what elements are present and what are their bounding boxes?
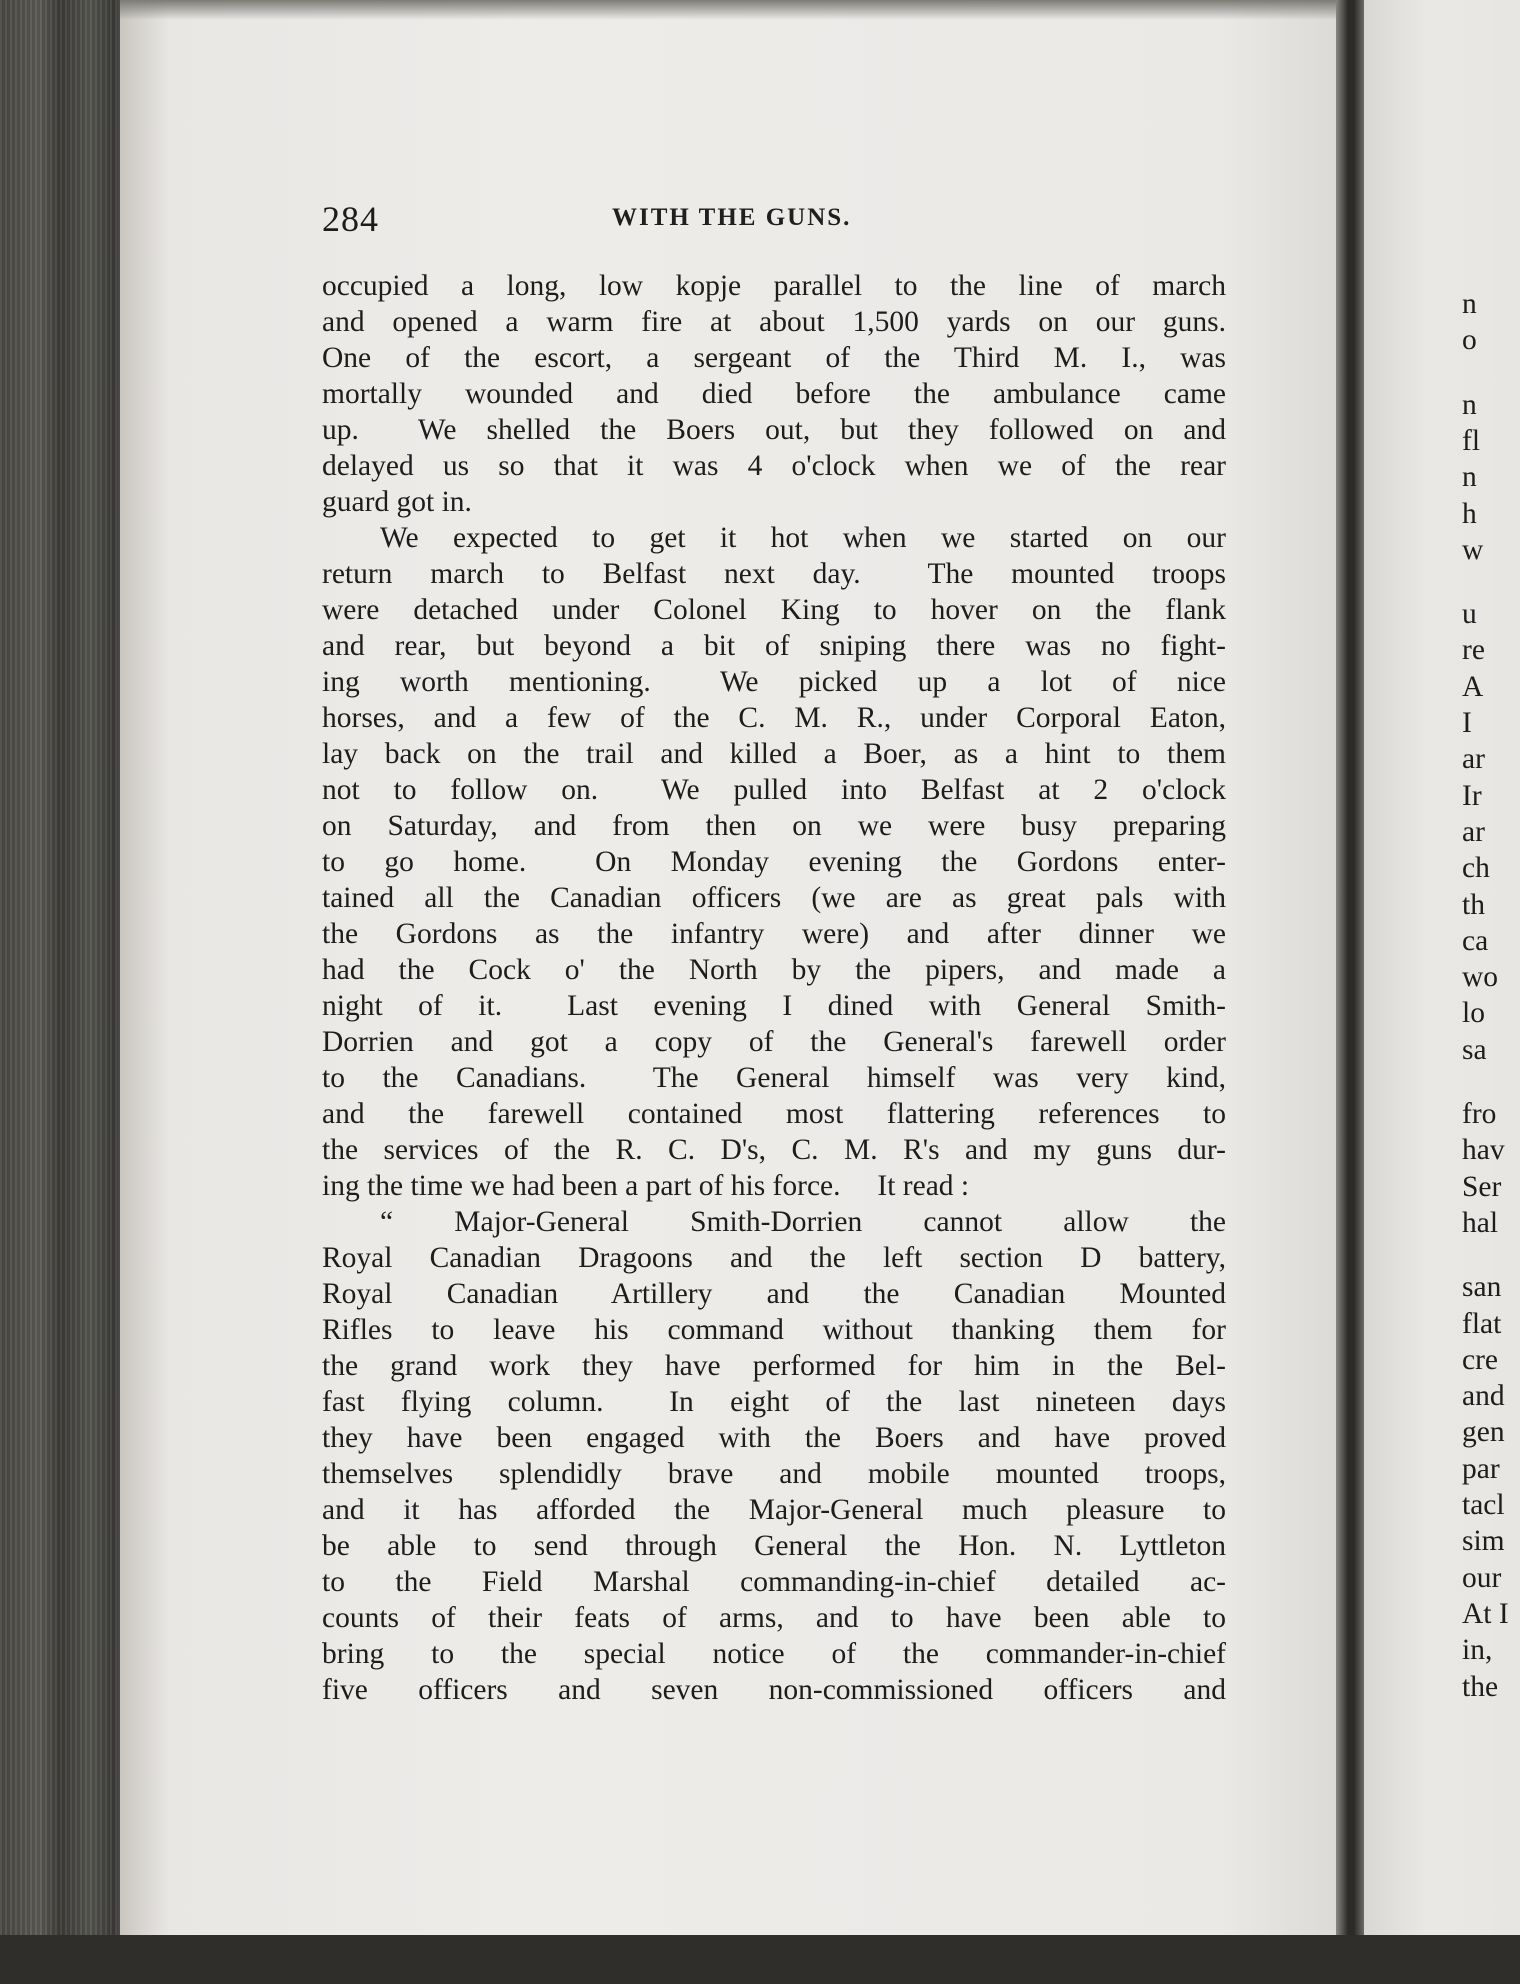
text-line: not to follow on. We pulled into Belfast at 2 o'clock: [322, 774, 1226, 806]
facing-page-fragment: I: [1462, 707, 1472, 739]
text-line: ing worth mentioning. We picked up a lot of nice: [322, 666, 1226, 698]
text-line: to go home. On Monday evening the Gordons enter-: [322, 846, 1226, 878]
text-line: fast flying column. In eight of the last nineteen days: [322, 1386, 1226, 1418]
facing-page-fragment: A: [1462, 670, 1484, 703]
facing-page-fragment: our: [1462, 1561, 1502, 1594]
facing-page-fragment: u: [1462, 598, 1477, 631]
text-line: delayed us so that it was 4 o'clock when we of the rear: [322, 450, 1226, 482]
text-line: guard got in.: [322, 486, 472, 518]
facing-page-fragment: n: [1462, 388, 1477, 421]
text-line: We expected to get it hot when we started on our: [380, 522, 1226, 554]
text-line: Dorrien and got a copy of the General's farewell order: [322, 1026, 1226, 1058]
facing-page-fragment: fl: [1462, 424, 1481, 457]
text-line: and the farewell contained most flattering references to: [322, 1098, 1226, 1130]
text-line: and rear, but beyond a bit of sniping there was no fight-: [322, 630, 1226, 662]
facing-page-text-fragments: [1462, 0, 1520, 1935]
text-line: were detached under Colonel King to hover on the flank: [322, 594, 1226, 626]
text-line: the grand work they have performed for him in the Bel-: [322, 1350, 1226, 1382]
text-line: they have been engaged with the Boers and have proved: [322, 1422, 1226, 1454]
facing-page-fragment: n: [1462, 288, 1477, 320]
text-line: lay back on the trail and killed a Boer, as a hint to them: [322, 738, 1226, 770]
text-line: “ Major-General Smith-Dorrien cannot allow the: [380, 1206, 1226, 1238]
text-line: to the Field Marshal commanding-in-chief detailed ac-: [322, 1566, 1226, 1598]
facing-page-fragment: w: [1462, 533, 1484, 566]
text-line: One of the escort, a sergeant of the Third M. I., was: [322, 342, 1226, 374]
page-number: 284: [322, 199, 379, 239]
running-head: WITH THE GUNS.: [612, 204, 852, 231]
facing-page-fragment: ca: [1462, 924, 1489, 957]
facing-page-fragment: Ser: [1462, 1170, 1502, 1203]
text-line: up. We shelled the Boers out, but they followed on and: [322, 414, 1226, 446]
facing-page-fragment: n: [1462, 461, 1477, 494]
facing-page-fragment: lo: [1462, 997, 1485, 1030]
facing-page-fragment: wo: [1462, 961, 1499, 994]
text-line: night of it. Last evening I dined with General Smith-: [322, 990, 1226, 1022]
facing-page-fragment: flat: [1462, 1307, 1502, 1340]
text-line: occupied a long, low kopje parallel to the line of march: [322, 270, 1226, 302]
text-line: Royal Canadian Dragoons and the left section D battery,: [322, 1242, 1226, 1274]
facing-page-fragment: hal: [1462, 1206, 1499, 1239]
text-line: ing the time we had been a part of his force. It read :: [322, 1170, 970, 1202]
page-header: [322, 198, 1222, 238]
facing-page-fragment: san: [1462, 1271, 1502, 1304]
facing-page-fragment: At I: [1462, 1597, 1509, 1630]
text-line: themselves splendidly brave and mobile mounted troops,: [322, 1458, 1226, 1490]
facing-page-fragment: par: [1462, 1452, 1500, 1485]
facing-page-fragment: tacl: [1462, 1489, 1505, 1521]
facing-page-fragment: in,: [1462, 1634, 1493, 1667]
bottom-border: [0, 1935, 1520, 1984]
text-line: bring to the special notice of the commander-in-chief: [322, 1638, 1226, 1670]
facing-page-fragment: hav: [1462, 1134, 1505, 1167]
text-line: had the Cock o' the North by the pipers, and made a: [322, 954, 1226, 986]
text-line: horses, and a few of the C. M. R., under Corporal Eaton,: [322, 702, 1226, 734]
page-top-shadow: [120, 0, 1340, 20]
facing-page-fragment: sim: [1462, 1525, 1505, 1558]
facing-page-fragment: sa: [1462, 1033, 1487, 1066]
text-line: and opened a warm fire at about 1,500 yards on our guns.: [322, 306, 1226, 338]
text-line: counts of their feats of arms, and to have been able to: [322, 1602, 1226, 1634]
facing-page-fragment: Ir: [1462, 779, 1482, 812]
text-line: the services of the R. C. D's, C. M. R's and my guns dur-: [322, 1134, 1226, 1166]
facing-page-fragment: ar: [1462, 815, 1485, 848]
text-line: to the Canadians. The General himself was very kind,: [322, 1062, 1226, 1094]
facing-page-fragment: o: [1462, 324, 1477, 357]
text-line: tained all the Canadian officers (we are as great pals with: [322, 882, 1226, 914]
facing-page-fragment: gen: [1462, 1416, 1505, 1449]
text-line: the Gordons as the infantry were) and after dinner we: [322, 918, 1226, 950]
book-gutter: [1336, 0, 1366, 1935]
facing-page-fragment: ch: [1462, 852, 1490, 885]
facing-page-fragment: th: [1462, 888, 1485, 921]
facing-page-fragment: cre: [1462, 1343, 1499, 1376]
facing-page-fragment: the: [1462, 1670, 1499, 1703]
facing-page-fragment: fro: [1462, 1098, 1497, 1130]
text-line: Rifles to leave his command without thanking them for: [322, 1314, 1226, 1346]
text-line: and it has afforded the Major-General much pleasure to: [322, 1494, 1226, 1526]
facing-page-fragment: h: [1462, 497, 1477, 530]
text-line: Royal Canadian Artillery and the Canadian Mounted: [322, 1278, 1226, 1310]
text-line: on Saturday, and from then on we were busy preparing: [322, 810, 1226, 842]
body-text: [322, 268, 1226, 1708]
facing-page-fragment: re: [1462, 634, 1485, 667]
text-line: mortally wounded and died before the ambulance came: [322, 378, 1226, 410]
facing-page-fragment: ar: [1462, 743, 1485, 776]
facing-page-fragment: and: [1462, 1380, 1505, 1413]
text-line: return march to Belfast next day. The mounted troops: [322, 558, 1226, 590]
text-line: five officers and seven non-commissioned officers and: [322, 1674, 1226, 1706]
text-line: be able to send through General the Hon. N. Lyttleton: [322, 1530, 1226, 1562]
